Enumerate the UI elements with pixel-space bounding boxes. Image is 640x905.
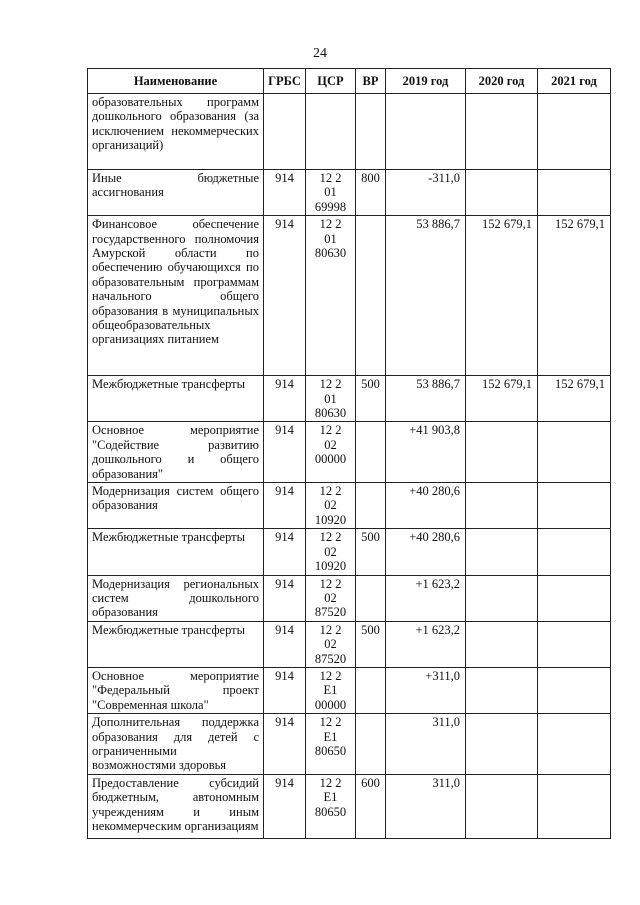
row-vr: 500 (356, 529, 386, 575)
row-vr (356, 667, 386, 713)
row-2020 (466, 422, 538, 483)
row-vr: 600 (356, 774, 386, 838)
row-name: Межбюджетные трансферты (88, 529, 264, 575)
header-2020: 2020 год (466, 69, 538, 94)
row-2021: 152 679,1 (538, 376, 611, 422)
row-2019: 53 886,7 (386, 216, 466, 376)
row-name: Финансовое обеспечение государственного полномочия Амурской области по обеспечению обучающихся по образовательным программам начального общего образования в муниципальных общеобразовательных организациях питанием (88, 216, 264, 376)
row-2020 (466, 170, 538, 216)
row-name: Иные бюджетные ассигнования (88, 170, 264, 216)
row-vr (356, 216, 386, 376)
row-2021 (538, 94, 611, 170)
row-vr: 500 (356, 621, 386, 667)
row-name: Межбюджетные трансферты (88, 376, 264, 422)
row-csr: 12 2 02 00000 (306, 422, 356, 483)
row-grbs: 914 (264, 621, 306, 667)
row-2019: 53 886,7 (386, 376, 466, 422)
row-csr: 12 2 E1 80650 (306, 774, 356, 838)
header-row (88, 69, 611, 94)
row-csr: 12 2 02 10920 (306, 529, 356, 575)
row-vr (356, 575, 386, 621)
table-row (88, 714, 611, 775)
row-2021 (538, 575, 611, 621)
row-grbs: 914 (264, 529, 306, 575)
row-2019: +41 903,8 (386, 422, 466, 483)
row-csr: 12 2 E1 00000 (306, 667, 356, 713)
row-name: Модернизация региональных систем дошкольного образования (88, 575, 264, 621)
row-2021 (538, 667, 611, 713)
table-row (88, 667, 611, 713)
row-grbs: 914 (264, 216, 306, 376)
row-2020 (466, 774, 538, 838)
row-2019: 311,0 (386, 774, 466, 838)
header-2021: 2021 год (538, 69, 611, 94)
row-2019: 311,0 (386, 714, 466, 775)
row-2020 (466, 667, 538, 713)
row-2020: 152 679,1 (466, 216, 538, 376)
row-2019: +311,0 (386, 667, 466, 713)
row-2019: -311,0 (386, 170, 466, 216)
table-row (88, 774, 611, 838)
table-row (88, 170, 611, 216)
row-2019: +1 623,2 (386, 621, 466, 667)
row-2019: +1 623,2 (386, 575, 466, 621)
row-vr (356, 422, 386, 483)
row-vr: 800 (356, 170, 386, 216)
table-row (88, 422, 611, 483)
row-2020 (466, 714, 538, 775)
row-2020 (466, 621, 538, 667)
row-2021 (538, 170, 611, 216)
row-csr: 12 2 02 87520 (306, 575, 356, 621)
row-grbs: 914 (264, 774, 306, 838)
page-number: 24 (313, 46, 327, 61)
header-name: Наименование (88, 69, 264, 94)
header-csr: ЦСР (306, 69, 356, 94)
row-name: Дополнительная поддержка образования для детей с ограниченными возможностями здоровья (88, 714, 264, 775)
row-2020: 152 679,1 (466, 376, 538, 422)
row-csr: 12 2 01 80630 (306, 216, 356, 376)
row-2021 (538, 621, 611, 667)
table-row (88, 376, 611, 422)
row-2019: +40 280,6 (386, 483, 466, 529)
row-name: Основное мероприятие "Федеральный проект "Современная школа" (88, 667, 264, 713)
header-grbs: ГРБС (264, 69, 306, 94)
row-name: Межбюджетные трансферты (88, 621, 264, 667)
table-row (88, 483, 611, 529)
row-grbs: 914 (264, 714, 306, 775)
row-2020 (466, 94, 538, 170)
table-row (88, 621, 611, 667)
row-csr: 12 2 02 87520 (306, 621, 356, 667)
row-name: образовательных программ дошкольного образования (за исключением некоммерческих организаций) (88, 94, 264, 170)
row-vr (356, 483, 386, 529)
row-2019: +40 280,6 (386, 529, 466, 575)
row-vr (356, 714, 386, 775)
row-csr: 12 2 02 10920 (306, 483, 356, 529)
row-grbs: 914 (264, 575, 306, 621)
row-grbs: 914 (264, 483, 306, 529)
row-vr (356, 94, 386, 170)
row-name: Модернизация систем общего образования (88, 483, 264, 529)
row-2019 (386, 94, 466, 170)
table-row (88, 94, 611, 170)
row-2020 (466, 483, 538, 529)
row-vr: 500 (356, 376, 386, 422)
row-2021 (538, 422, 611, 483)
row-grbs: 914 (264, 376, 306, 422)
row-2020 (466, 529, 538, 575)
row-csr: 12 2 E1 80650 (306, 714, 356, 775)
row-csr: 12 2 01 80630 (306, 376, 356, 422)
row-grbs: 914 (264, 667, 306, 713)
header-vr: ВР (356, 69, 386, 94)
row-grbs (264, 94, 306, 170)
table-row (88, 529, 611, 575)
row-grbs: 914 (264, 422, 306, 483)
header-2019: 2019 год (386, 69, 466, 94)
row-name: Основное мероприятие "Содействие развитию дошкольного и общего образования" (88, 422, 264, 483)
row-2021 (538, 529, 611, 575)
row-2020 (466, 575, 538, 621)
row-2021 (538, 483, 611, 529)
row-2021: 152 679,1 (538, 216, 611, 376)
table-row (88, 575, 611, 621)
row-2021 (538, 714, 611, 775)
row-2021 (538, 774, 611, 838)
row-csr: 12 2 01 69998 (306, 170, 356, 216)
table-row (88, 216, 611, 376)
row-csr (306, 94, 356, 170)
budget-table (87, 68, 611, 839)
row-grbs: 914 (264, 170, 306, 216)
row-name: Предоставление субсидий бюджетным, автономным учреждениям и иным некоммерческим организациям (88, 774, 264, 838)
